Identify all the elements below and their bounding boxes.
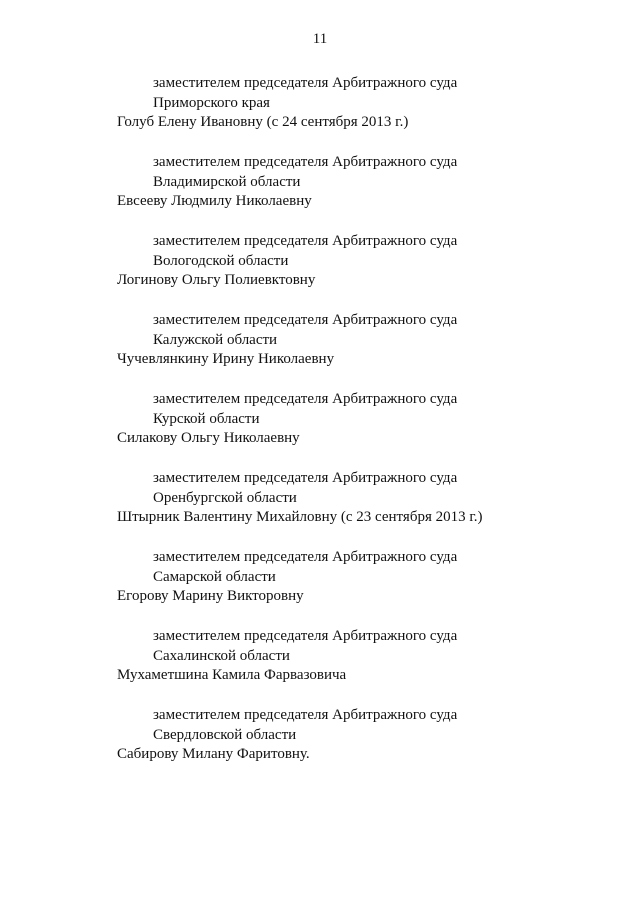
entry-role: заместителем председателя Арбитражного суда	[153, 470, 458, 486]
appointment-entry	[0, 627, 640, 686]
entry-name: Логинову Ольгу Полиевктовну	[117, 272, 316, 288]
appointment-entry	[0, 390, 640, 449]
entry-role: заместителем председателя Арбитражного суда	[153, 549, 458, 565]
appointment-entry	[0, 232, 640, 291]
entry-role: заместителем председателя Арбитражного суда	[153, 312, 458, 328]
entry-name: Сабирову Милану Фаритовну.	[117, 746, 310, 762]
entry-region: Курской области	[153, 410, 260, 427]
entry-name: Чучевлянкину Ирину Николаевну	[117, 351, 335, 367]
appointment-entry	[0, 153, 640, 212]
entry-region: Приморского края	[153, 94, 270, 111]
appointment-entry	[0, 469, 640, 528]
entry-name: Мухаметшина Камила Фарвазовича	[117, 667, 347, 683]
appointment-entry	[0, 548, 640, 607]
entry-role: заместителем председателя Арбитражного суда	[153, 154, 458, 170]
page-number: 11	[312, 31, 328, 47]
entry-name: Силакову Ольгу Николаевну	[117, 430, 300, 446]
entry-region: Свердловской области	[153, 726, 297, 743]
entry-role: заместителем председателя Арбитражного суда	[153, 628, 458, 644]
entry-name: Евсееву Людмилу Николаевну	[117, 193, 312, 209]
entry-role: заместителем председателя Арбитражного суда	[153, 707, 458, 723]
appointment-entry	[0, 706, 640, 765]
entry-region: Владимирской области	[153, 173, 301, 190]
entry-region: Вологодской области	[153, 252, 289, 269]
entry-role: заместителем председателя Арбитражного суда	[153, 233, 458, 249]
entry-region: Калужской области	[153, 331, 278, 348]
entry-name: Егорову Марину Викторовну	[117, 588, 304, 604]
entry-role: заместителем председателя Арбитражного суда	[153, 75, 458, 91]
appointment-entry	[0, 74, 640, 133]
entry-name: Штырник Валентину Михайловну (с 23 сентября 2013 г.)	[117, 509, 483, 525]
entry-role: заместителем председателя Арбитражного суда	[153, 391, 458, 407]
entry-region: Самарской области	[153, 568, 276, 585]
appointment-entry	[0, 311, 640, 370]
appointment-list	[0, 74, 640, 785]
entry-name: Голуб Елену Ивановну (с 24 сентября 2013 г.)	[117, 114, 409, 130]
entry-region: Оренбургской области	[153, 489, 297, 506]
entry-region: Сахалинской области	[153, 647, 290, 664]
